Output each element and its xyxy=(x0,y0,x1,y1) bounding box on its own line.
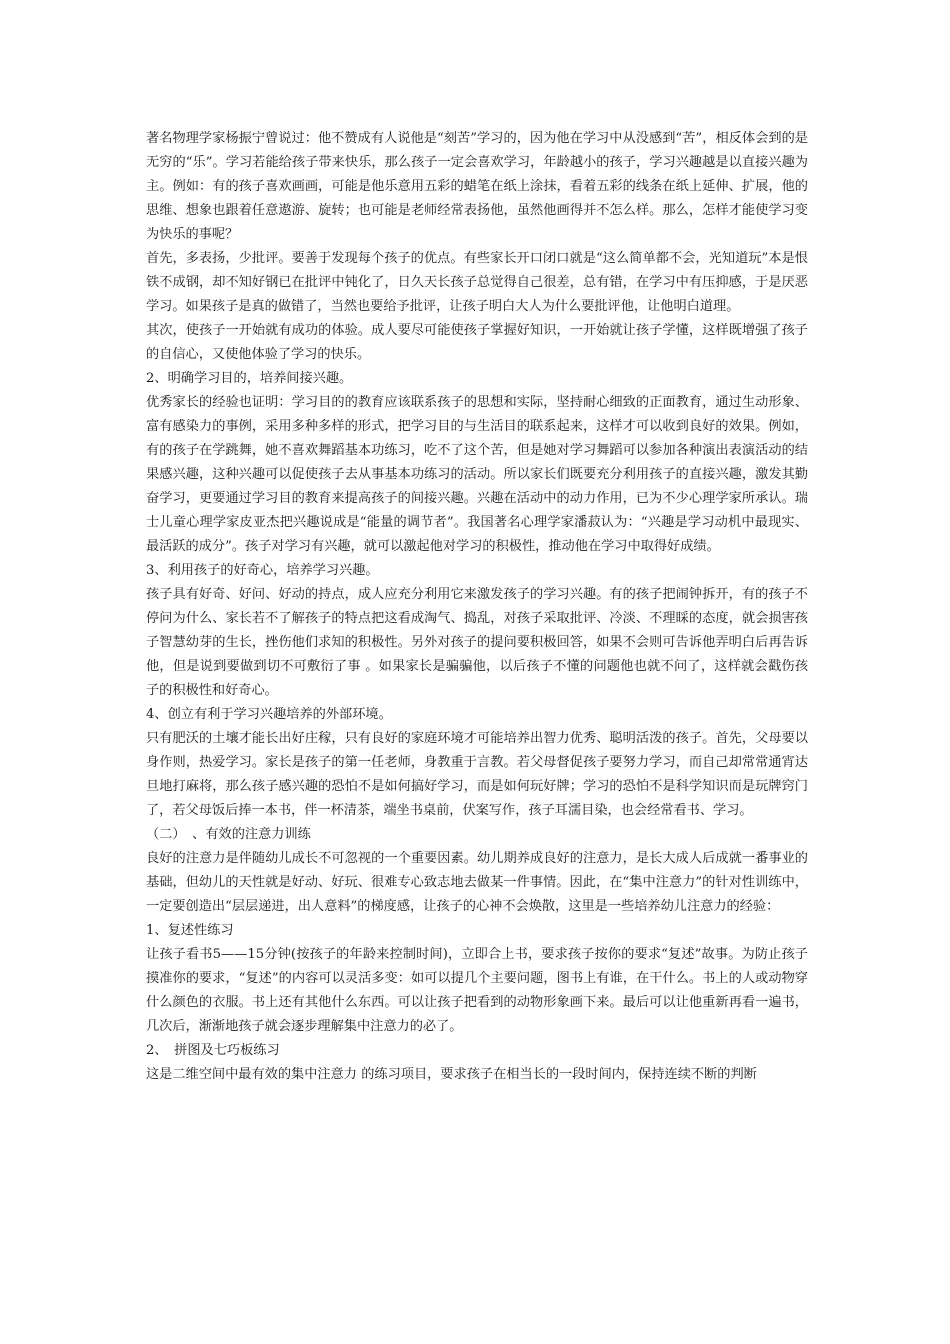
paragraph-attention: 良好的注意力是伴随幼儿成长不可忽视的一个重要因素。幼儿期养成良好的注意力，是长大成人后成就一番事业的基础，但幼儿的天性就是好动、好玩、很难专心致志地去做某一件事情。因此，在“集中注意力”的针对性训练中，一定要创造出“层层递进，出人意料”的梯度感，让孩子的心神不会焕散，这里是一些培养幼儿注意力的经验： xyxy=(146,851,808,914)
paragraph-curiosity: 孩子具有好奇、好问、好动的持点，成人应充分利用它来激发孩子的学习兴趣。有的孩子把闹钟拆开，有的孩子不停问为什么、家长若不了解孩子的特点把这看成淘气、捣乱，对孩子采取批评、冷淡、不理睬的态度，就会损害孩子智慧幼芽的生长，挫伤他们求知的积极性。另外对孩子的提问要积极回答，如果不会则可告诉他弄明白后再告诉他，但是说到要做到切不可敷衍了事 。如果家长是骗骗他，以后孩子不懂的问题他也就不问了，这样就会戳伤孩子的积极性和好奇心。 xyxy=(146,587,808,698)
heading-attention-training: （二） 、有效的注意力训练 xyxy=(146,827,311,842)
paragraph-retelling: 让孩子看书5——15分钟(按孩子的年龄来控制时间)，立即合上书，要求孩子按你的要求“复述”故事。为防止孩子摸准你的要求，“复述”的内容可以灵活多变：如可以提几个主要问题，图书上有谁，在干什么。书上的人或动物穿什么颜色的衣服。书上还有其他什么东西。可以让孩子把看到的动物形象画下来。最后可以让他重新再看一遍书，几次后，渐渐地孩子就会逐步理解集中注意力的必了。 xyxy=(146,947,808,1034)
heading-retelling: 1、复述性练习 xyxy=(146,923,234,938)
paragraph-yang-zhenning: 著名物理学家杨振宁曾说过：他不赞成有人说他是“刻苦”学习的，因为他在学习中从没感到“苦”，相反体会到的是无穷的“乐”。学习若能给孩子带来快乐，那么孩子一定会喜欢学习，年龄越小的孩子，学习兴趣越是以直接兴趣为主。例如：有的孩子喜欢画画，可能是他乐意用五彩的蜡笔在纸上涂抹，看着五彩的线条在纸上延伸、扩展，他的思维、想象也跟着任意遨游、旋转；也可能是老师经常表扬他，虽然他画得并不怎么样。那么，怎样才能使学习变为快乐的事呢？ xyxy=(146,131,808,242)
heading-learning-purpose: 2、明确学习目的，培养间接兴趣。 xyxy=(146,371,353,386)
paragraph-parents-experience: 优秀家长的经验也证明：学习目的的教育应该联系孩子的思想和实际，坚持耐心细致的正面教育，通过生动形象、富有感染力的事例，采用多种多样的形式，把学习目的与生活目的联系起来，这样才可以收到良好的效果。例如，有的孩子在学跳舞，她不喜欢舞蹈基本功练习，吃不了这个苦，但是她对学习舞蹈可以参加各种演出表演活动的结果感兴趣，这种兴趣可以促使孩子去从事基本功练习的活动。所以家长们既要充分利用孩子的直接兴趣，激发其勤奋学习，更要通过学习目的教育来提高孩子的间接兴趣。兴趣在活动中的动力作用，已为不少心理学家所承认。瑞士儿童心理学家皮亚杰把兴趣说成是“能量的调节者”。我国著名心理学家潘菽认为：“兴趣是学习动机中最现实、最活跃的成分”。孩子对学习有兴趣，就可以激起他对学习的积极性，推动他在学习中取得好成绩。 xyxy=(146,395,808,554)
paragraph-praise-more: 首先，多表扬，少批评。要善于发现每个孩子的优点。有些家长开口闭口就是“这么简单都不会，光知道玩”本是恨铁不成钢，却不知好钢已在批评中钝化了，日久天长孩子总觉得自己很差，总有错，在学习中有压抑感，于是厌恶学习。如果孩子是真的做错了，当然也要给予批评，让孩子明白大人为什么要批评他，让他明白道理。 xyxy=(146,251,808,314)
heading-curiosity: 3、利用孩子的好奇心，培养学习兴趣。 xyxy=(146,563,379,578)
document-body xyxy=(146,127,808,1087)
heading-environment: 4、创立有利于学习兴趣培养的外部环境。 xyxy=(146,707,392,722)
heading-puzzle: 2、 拼图及七巧板练习 xyxy=(146,1043,280,1058)
paragraph-success-experience: 其次，使孩子一开始就有成功的体验。成人要尽可能使孩子掌握好知识，一开始就让孩子学懂，这样既增强了孩子的自信心，又使他体验了学习的快乐。 xyxy=(146,323,808,362)
paragraph-puzzle: 这是二维空间中最有效的集中注意力 的练习项目，要求孩子在相当长的一段时间内，保持连续不断的判断 xyxy=(146,1067,757,1082)
paragraph-environment: 只有肥沃的土壤才能长出好庄稼，只有良好的家庭环境才可能培养出智力优秀、聪明活泼的孩子。首先，父母要以身作则，热爱学习。家长是孩子的第一任老师，身教重于言教。若父母督促孩子要努力学习，而自己却常常通宵达旦地打麻将，那么孩子感兴趣的恐怕不是如何搞好学习，而是如何玩好牌；学习的恐怕不是科学知识而是玩牌窍门了，若父母饭后捧一本书，伴一杯清茶，端坐书桌前，伏案写作，孩子耳濡目染，也会经常看书、学习。 xyxy=(146,731,808,818)
